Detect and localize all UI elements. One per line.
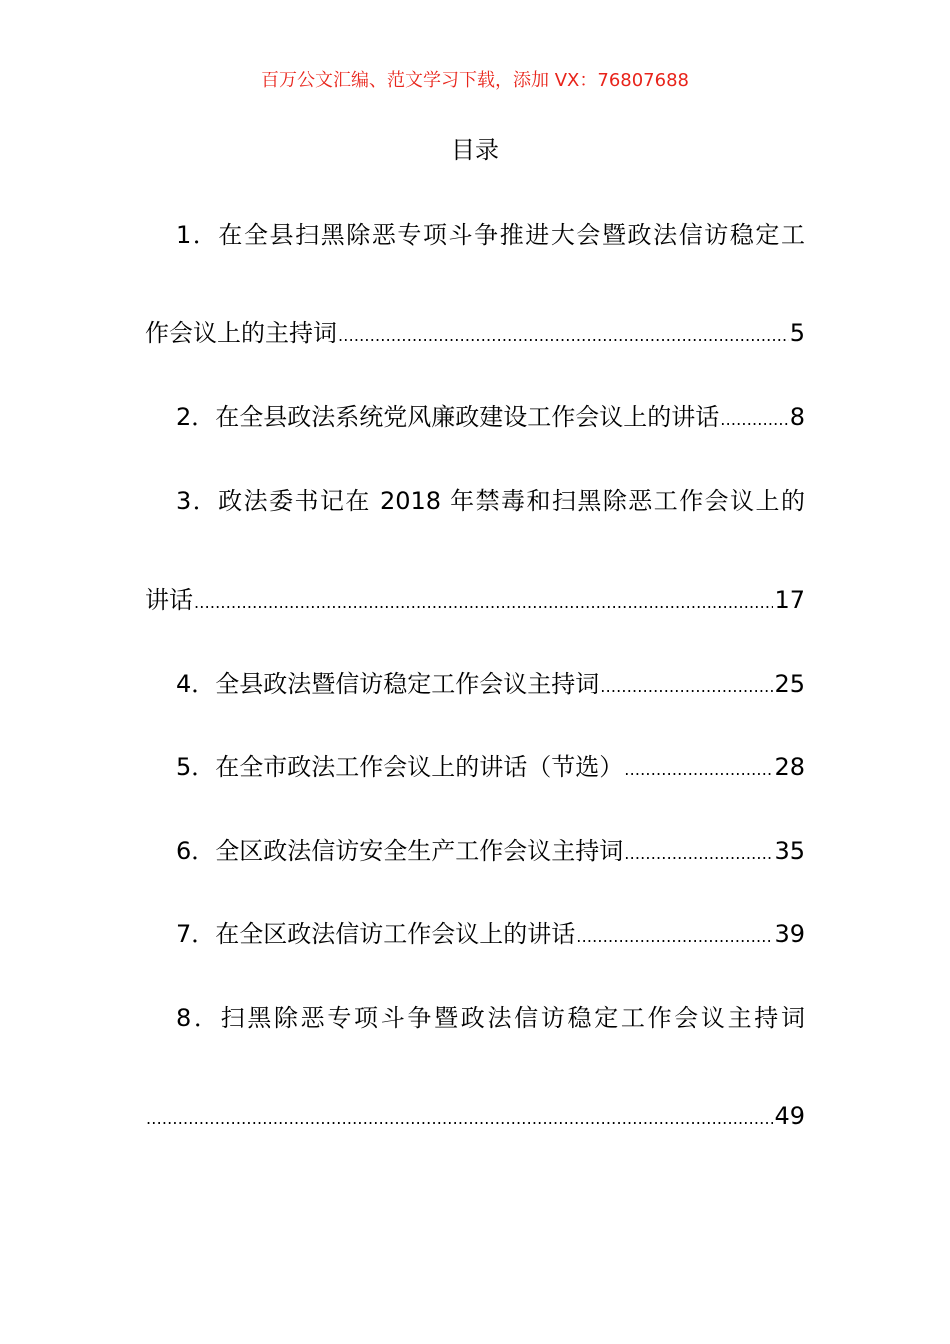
toc-entry-1-line-1: 1．在全县扫黑除恶专项斗争推进大会暨政法信访稳定工 <box>176 221 805 249</box>
toc-page-number: 5 <box>789 319 805 347</box>
dot-leader <box>624 752 773 788</box>
toc-entry-3[interactable] <box>145 582 805 618</box>
toc-entry-8-line-1: 8．扫黑除恶专项斗争暨政法信访稳定工作会议主持词 <box>176 1004 805 1032</box>
toc-page-number: 25 <box>774 670 805 698</box>
toc-page-number: 39 <box>774 920 805 948</box>
toc-entry-6[interactable] <box>176 833 805 869</box>
toc-entry-8[interactable] <box>145 1098 805 1134</box>
toc-page-number: 35 <box>774 837 805 865</box>
toc-entry-4[interactable] <box>176 666 805 702</box>
toc-entry-2[interactable] <box>176 399 805 435</box>
toc-entry-text: 4．全县政法暨信访稳定工作会议主持词 <box>176 670 600 698</box>
dot-leader <box>146 1101 773 1137</box>
toc-page-number: 49 <box>774 1102 805 1130</box>
toc-entry-text: 2．在全县政法系统党风廉政建设工作会议上的讲话 <box>176 403 720 431</box>
dot-leader <box>338 318 789 354</box>
toc-entry-text: 作会议上的主持词 <box>145 319 337 347</box>
toc-title: 目录 <box>451 136 499 164</box>
toc-entry-5[interactable] <box>176 749 805 785</box>
dot-leader <box>624 836 773 872</box>
dot-leader <box>600 669 773 705</box>
toc-entry-text: 5．在全市政法工作会议上的讲话（节选） <box>176 753 624 781</box>
toc-page-number: 28 <box>774 753 805 781</box>
toc-page-number: 17 <box>774 586 805 614</box>
toc-entry-text: 6．全区政法信访安全生产工作会议主持词 <box>176 837 624 865</box>
toc-entry-3-line-1: 3．政法委书记在 2018 年禁毒和扫黑除恶工作会议上的 <box>176 487 805 515</box>
dot-leader <box>720 402 788 438</box>
toc-entry-1[interactable] <box>145 315 805 351</box>
toc-page-number: 8 <box>789 403 805 431</box>
dot-leader <box>576 919 773 955</box>
dot-leader <box>194 585 773 621</box>
toc-entry-text: 7．在全区政法信访工作会议上的讲话 <box>176 920 576 948</box>
toc-entry-text: 讲话 <box>145 586 193 614</box>
toc-entry-7[interactable] <box>176 916 805 952</box>
page-header: 百万公文汇编、范文学习下载，添加 VX：76807688 <box>261 70 689 91</box>
